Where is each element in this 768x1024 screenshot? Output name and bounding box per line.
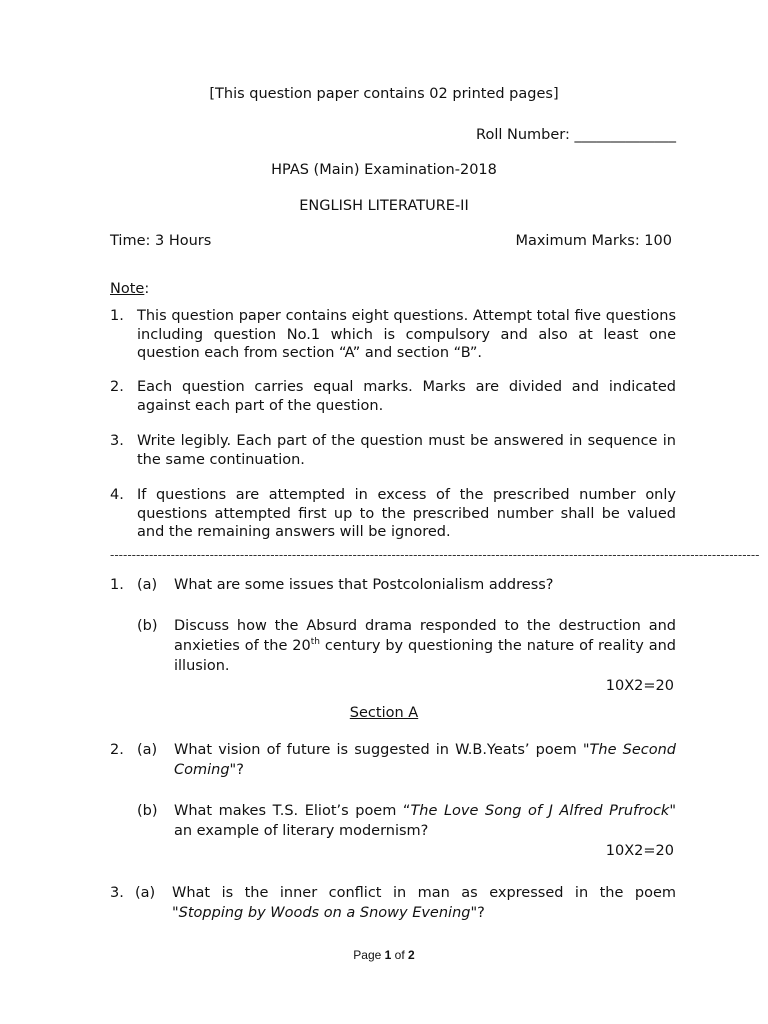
- maximum-marks: Maximum Marks: 100: [515, 233, 672, 249]
- note-item-text: This question paper contains eight questions. Attempt total five questions including question No.1 which is compulsory and also at least one question each from section “A” and section “B”.: [137, 308, 676, 361]
- question-number: 2.: [110, 742, 124, 758]
- question-text-part: What vision of future is suggested in W.B.Yeats’ poem: [174, 742, 583, 758]
- question-1a: [110, 575, 676, 595]
- part-label: (a): [137, 577, 158, 593]
- marks-allocation: 10X2=20: [605, 678, 674, 694]
- note-item-text: If questions are attempted in excess of the prescribed number only questions attempted first up to the prescribed number shall be valued and the remaining answers will be ignored.: [137, 487, 676, 540]
- pages-note: [This question paper contains 02 printed pages]: [209, 86, 559, 102]
- poem-title: The Love Song of J Alfred Prufrock": [410, 803, 676, 819]
- part-label: (b): [137, 803, 158, 819]
- question-2b: [110, 801, 676, 841]
- section-heading-text: Section A: [349, 705, 419, 721]
- note-colon: :: [144, 281, 150, 297]
- question-1b: [110, 616, 676, 676]
- poem-title: "The Second Coming": [174, 742, 676, 778]
- note-item-text: Each question carries equal marks. Marks are divided and indicated against each part of the question.: [137, 379, 676, 414]
- part-label: (b): [137, 618, 158, 634]
- question-text-part: an example of literary modernism?: [174, 823, 429, 839]
- of-label: of: [391, 948, 409, 962]
- note-item-number: 4.: [110, 487, 124, 503]
- roll-number-label: Roll Number: ______________: [476, 127, 676, 143]
- section-heading: [0, 705, 768, 721]
- separator-line: ------------------------------------------------------------------------------------------------------------------------------------------------------: [110, 548, 760, 562]
- question-text-part: Discuss how the Absurd drama responded to the destruction and anxieties of the 20: [174, 618, 676, 654]
- note-heading-text: Note: [110, 281, 145, 297]
- question-3a: [110, 883, 676, 923]
- question-2a: [110, 740, 676, 780]
- page-footer: [0, 948, 768, 962]
- question-text: [174, 801, 676, 841]
- question-text: [174, 616, 676, 676]
- paper-title: ENGLISH LITERATURE-II: [299, 198, 469, 214]
- question-text-part: What is the inner conflict in man as expressed in the poem: [172, 885, 676, 901]
- marks-allocation: 10X2=20: [605, 843, 674, 859]
- poem-title: "Stopping by Woods on a Snowy Evening": [172, 905, 478, 921]
- question-text-part: century by questioning the nature of reality and illusion.: [174, 638, 676, 674]
- note-item: [110, 378, 676, 415]
- superscript: th: [310, 637, 320, 647]
- note-heading: [110, 281, 149, 297]
- note-item: [110, 432, 676, 469]
- page-total: 2: [408, 948, 415, 962]
- part-label: (a): [137, 742, 158, 758]
- question-text: [174, 740, 676, 780]
- note-item-number: 3.: [110, 433, 124, 449]
- note-item-number: 1.: [110, 308, 124, 324]
- time-allowed: Time: 3 Hours: [110, 233, 212, 249]
- part-label: (a): [135, 885, 156, 901]
- question-text: What are some issues that Postcolonialism address?: [174, 577, 554, 593]
- note-item: [110, 307, 676, 363]
- note-item-text: Write legibly. Each part of the question must be answered in sequence in the same continuation.: [137, 433, 676, 468]
- exam-title: HPAS (Main) Examination-2018: [271, 162, 497, 178]
- question-number: 1.: [110, 577, 124, 593]
- question-number: 3.: [110, 885, 124, 901]
- page-label: Page: [353, 948, 385, 962]
- page-number: 1: [384, 948, 392, 962]
- question-text-part: What makes T.S. Eliot’s poem “: [174, 803, 411, 819]
- question-text: [172, 883, 676, 923]
- question-text-part: ?: [236, 762, 244, 778]
- note-item: [110, 486, 676, 542]
- question-text-part: ?: [477, 905, 485, 921]
- note-item-number: 2.: [110, 379, 124, 395]
